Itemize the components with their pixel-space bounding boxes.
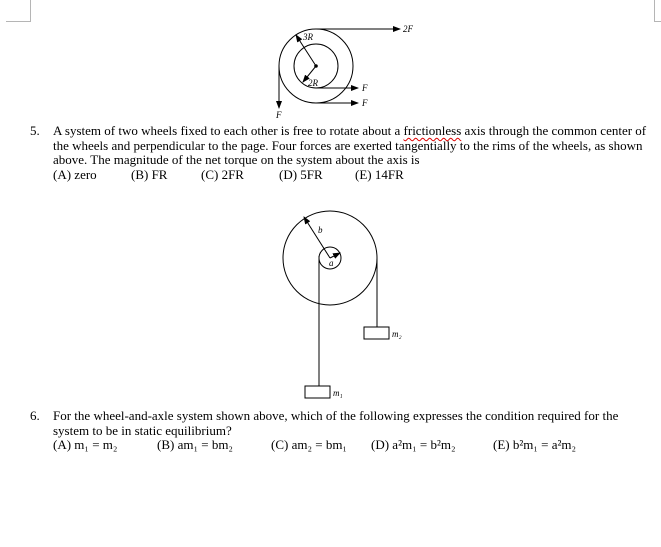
option-a: (A) m₁ = m₂ xyxy=(53,437,118,452)
radius-b-arrow xyxy=(304,217,330,258)
answer-options xyxy=(53,168,653,183)
wheels-figure xyxy=(279,29,400,108)
mass-m2-block xyxy=(364,327,389,339)
option-c: (C) 2FR xyxy=(201,166,244,182)
option-e: (E) 14FR xyxy=(355,166,404,182)
label-2f: 2F xyxy=(403,24,413,34)
label-f-inner: F xyxy=(362,83,368,93)
option-d: (D) a²m₁ = b²m₂ xyxy=(371,437,456,452)
label-m2: m₂ xyxy=(392,329,402,339)
question-6 xyxy=(30,409,653,453)
spelling-flagged-word[interactable]: frictionless xyxy=(403,123,462,138)
option-c: (C) am₂ = bm₁ xyxy=(271,437,347,452)
option-b: (B) FR xyxy=(131,166,168,182)
mass-m1-block xyxy=(305,386,330,398)
option-e: (E) b²m₁ = a²m₂ xyxy=(493,437,577,452)
label-m1: m₁ xyxy=(333,388,343,398)
label-a: a xyxy=(329,258,334,268)
label-f-outer: F xyxy=(362,98,368,108)
wheel-axle-figure xyxy=(283,211,389,398)
question-text: A system of two wheels fixed to each other is free to rotate about a xyxy=(53,123,404,138)
option-a: (A) zero xyxy=(53,166,97,182)
label-2r: 2R xyxy=(308,78,318,88)
question-number: 5. xyxy=(30,123,40,138)
answer-options xyxy=(53,438,653,453)
question-5 xyxy=(30,124,653,182)
option-d: (D) 5FR xyxy=(279,166,323,182)
label-b: b xyxy=(318,225,323,235)
question-text: For the wheel-and-axle system shown above, which of the following expresses the condition required for the system to be in static equilibrium? xyxy=(53,408,619,438)
label-3r: 3R xyxy=(303,32,313,42)
question-number: 6. xyxy=(30,408,40,423)
question-text: axis through the common center of the wheels and perpendicular to the page. Four forces are exerted tangentially to the rims of the wheels, as shown above. The magnitude of the net torque on the system about the axis is xyxy=(53,123,647,167)
label-f-left: F xyxy=(276,110,282,120)
option-b: (B) am₁ = bm₂ xyxy=(157,437,233,452)
